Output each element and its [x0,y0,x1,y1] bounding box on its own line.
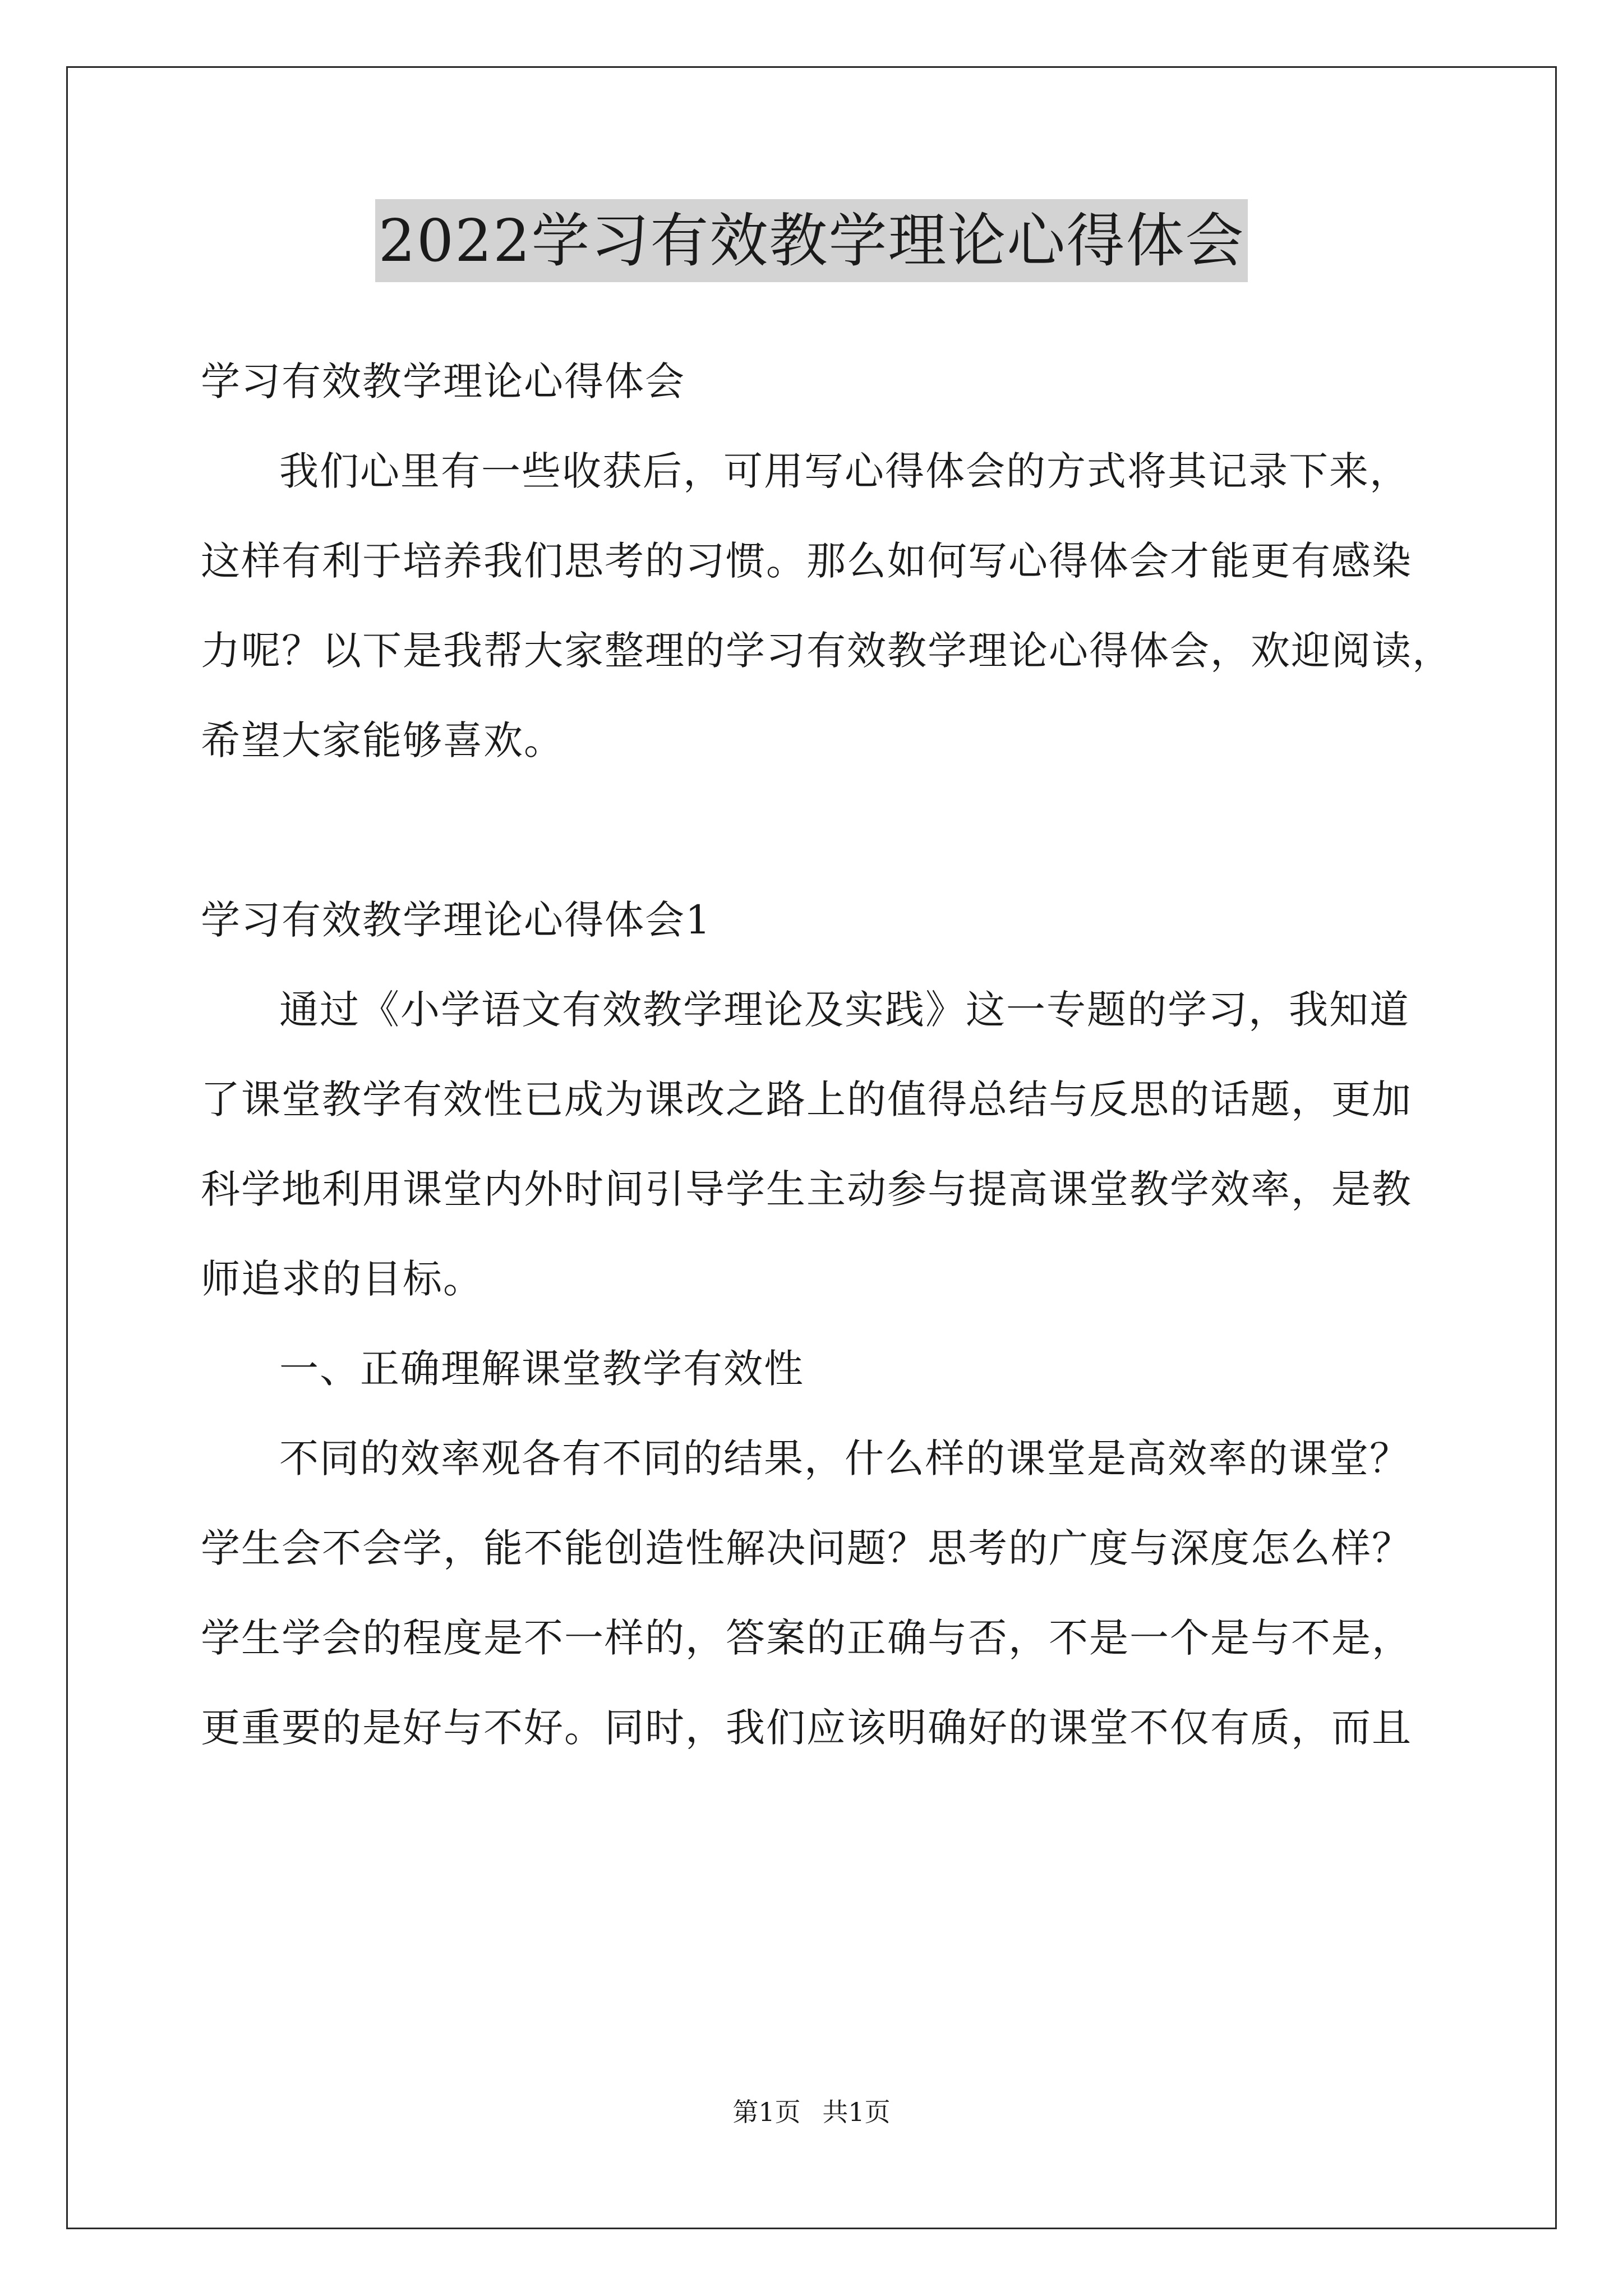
intro-heading: 学习有效教学理论心得体会 [201,358,685,404]
section-paragraph-line: 学生会不会学，能不能创造性解决问题？思考的广度与深度怎么样？ [201,1525,1412,1571]
document-title: 2022学习有效教学理论心得体会 [375,199,1248,282]
intro-paragraph-line: 力呢？以下是我帮大家整理的学习有效教学理论心得体会，欢迎阅读， [201,628,1453,674]
document-body [201,337,1453,1773]
section-paragraph-line: 更重要的是好与不好。同时，我们应该明确好的课堂不仅有质，而且 [201,1705,1412,1751]
title-container [0,199,1623,282]
page-footer [0,2095,1623,2129]
section-paragraph-line: 了课堂教学有效性已成为课改之路上的值得总结与反思的话题，更加 [201,1076,1412,1122]
subheading: 一、正确理解课堂教学有效性 [279,1346,804,1392]
page-total: 共1页 [822,2097,891,2127]
section-paragraph-line: 师追求的目标。 [201,1256,483,1302]
section-paragraph-line: 不同的效率观各有不同的结果，什么样的课堂是高效率的课堂？ [279,1435,1410,1481]
section-paragraph-line: 科学地利用课堂内外时间引导学生主动参与提高课堂教学效率，是教 [201,1166,1412,1212]
section-paragraph-line: 学生学会的程度是不一样的，答案的正确与否，不是一个是与不是， [201,1615,1412,1661]
intro-paragraph-line: 希望大家能够喜欢。 [201,717,564,763]
page-number: 第1页 [732,2097,801,2127]
intro-paragraph-line: 我们心里有一些收获后，可用写心得体会的方式将其记录下来， [279,448,1410,494]
paragraph-spacer [201,785,1435,875]
intro-paragraph-line: 这样有利于培养我们思考的习惯。那么如何写心得体会才能更有感染 [201,538,1412,584]
section-heading: 学习有效教学理论心得体会1 [201,897,712,943]
section-paragraph-line: 通过《小学语文有效教学理论及实践》这一专题的学习，我知道 [279,987,1410,1033]
